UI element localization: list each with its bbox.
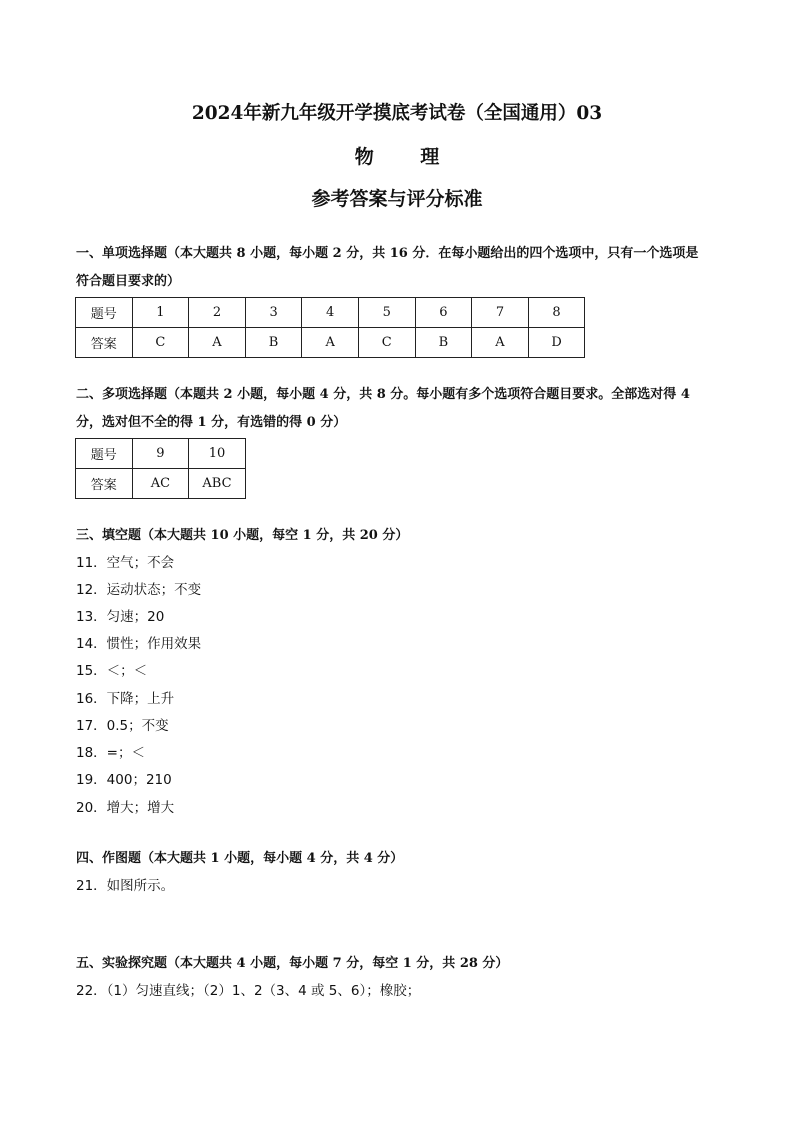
row-label: 答案 bbox=[76, 469, 133, 499]
question-number: 4 bbox=[302, 298, 359, 328]
section-1-heading bbox=[76, 240, 736, 296]
answer-line: 16．下降；上升 bbox=[76, 691, 175, 707]
question-number: 3 bbox=[245, 298, 302, 328]
answer-cell: C bbox=[132, 328, 189, 358]
subject-title: 物 理 bbox=[354, 146, 460, 168]
answer-line: 15．＜；＜ bbox=[76, 663, 148, 679]
answer-cell: D bbox=[528, 328, 585, 358]
answer-cell: B bbox=[415, 328, 472, 358]
answer-line: 19．400；210 bbox=[76, 772, 172, 788]
answer-cell: C bbox=[358, 328, 415, 358]
section-1-heading-line1: 一、单项选择题（本大题共 8 小题，每小题 2 分，共 16 分．在每小题给出的四个选项中，只有一个选项是 bbox=[76, 246, 699, 261]
question-number: 2 bbox=[189, 298, 246, 328]
table-row bbox=[76, 439, 246, 469]
answer-line: 12．运动状态；不变 bbox=[76, 582, 202, 598]
answer-cell: AC bbox=[132, 469, 189, 499]
answer-cell: ABC bbox=[189, 469, 246, 499]
section-2-heading-line1: 二、多项选择题（本题共 2 小题，每小题 4 分，共 8 分。每小题有多个选项符合题目要求。全部选对得 4 bbox=[76, 387, 690, 402]
answer-line: 21．如图所示。 bbox=[76, 878, 175, 894]
answer-cell: A bbox=[189, 328, 246, 358]
question-number: 1 bbox=[132, 298, 189, 328]
question-number: 8 bbox=[528, 298, 585, 328]
section-2-heading bbox=[76, 381, 736, 437]
answer-line: 18．=；＜ bbox=[76, 745, 145, 761]
table-row bbox=[76, 328, 585, 358]
answer-line: 14．惯性；作用效果 bbox=[76, 636, 202, 652]
answer-line: 22．（1）匀速直线；（2）1、2（3、4 或 5、6）；橡胶； bbox=[76, 983, 421, 999]
answer-cell: A bbox=[302, 328, 359, 358]
row-label: 题号 bbox=[76, 439, 133, 469]
question-number: 7 bbox=[472, 298, 529, 328]
section-3-heading: 三、填空题（本大题共 10 小题，每空 1 分，共 20 分） bbox=[76, 528, 409, 543]
answer-line: 17．0.5；不变 bbox=[76, 718, 169, 734]
answer-line: 11．空气；不会 bbox=[76, 555, 175, 571]
question-number: 5 bbox=[358, 298, 415, 328]
row-label: 题号 bbox=[76, 298, 133, 328]
exam-title: 2024年新九年级开学摸底考试卷（全国通用）03 bbox=[191, 103, 603, 124]
section-1-heading-line2: 符合题目要求的） bbox=[76, 274, 181, 289]
section-5-heading: 五、实验探究题（本大题共 4 小题，每小题 7 分，每空 1 分，共 28 分） bbox=[76, 956, 509, 971]
section-2-heading-line2: 分，选对但不全的得 1 分，有选错的得 0 分） bbox=[76, 415, 347, 430]
answer-cell: B bbox=[245, 328, 302, 358]
single-choice-answer-table bbox=[75, 297, 585, 358]
answer-cell: A bbox=[472, 328, 529, 358]
table-row bbox=[76, 469, 246, 499]
multiple-choice-answer-table bbox=[75, 438, 246, 499]
question-number: 10 bbox=[189, 439, 246, 469]
answer-line: 13．匀速；20 bbox=[76, 609, 165, 625]
answer-key-title: 参考答案与评分标准 bbox=[311, 188, 483, 210]
answer-line: 20．增大；增大 bbox=[76, 800, 175, 816]
question-number: 6 bbox=[415, 298, 472, 328]
question-number: 9 bbox=[132, 439, 189, 469]
table-row bbox=[76, 298, 585, 328]
row-label: 答案 bbox=[76, 328, 133, 358]
section-4-heading: 四、作图题（本大题共 1 小题，每小题 4 分，共 4 分） bbox=[76, 851, 404, 866]
